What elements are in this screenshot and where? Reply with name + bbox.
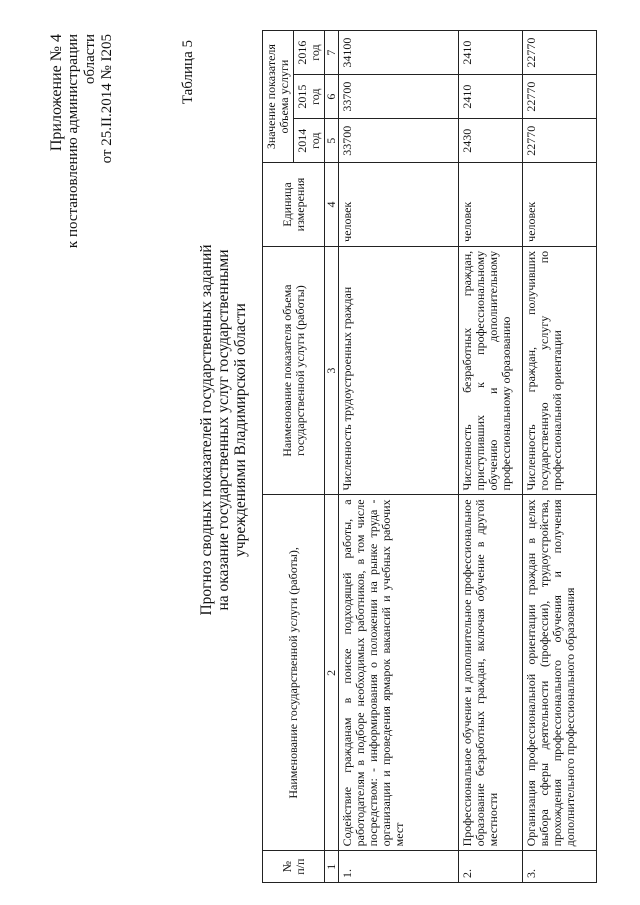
header-2015: 2015 год [294,75,325,119]
colnum-cell: 3 [325,246,339,495]
appendix-number: Приложение № 4 [48,34,65,152]
row-value-2015: 2410 [459,75,523,119]
row-value-2016: 34100 [339,31,459,75]
header-2014: 2014 год [294,119,325,163]
row-unit: человек [339,163,459,247]
header-value-group: Значение показателя объема услуги [263,31,294,163]
title-line-2: на оказание государственных услуг государственными [215,249,232,611]
row-indicator: Численность граждан, получивших государственную услугу по профессиональной ориентации [523,246,597,495]
colnum-cell: 1 [325,851,339,883]
header-indicator: Наименование показателя объема государственной услуги (работы) [263,246,325,495]
title-line-1: Прогноз сводных показателей государственных заданий [198,244,215,616]
row-no: 2. [459,851,523,883]
colnum-cell: 4 [325,163,339,247]
row-service: Содействие гражданам в поиске подходящей работы, а работодателям в подборе необходимых работников, в том числе посредством: - информирования о положении на рынке труда - организации и проведения ярмарок вакансий и учебных рабочих мест [339,495,459,851]
row-unit: человек [459,163,523,247]
row-value-2014: 22770 [523,119,597,163]
header-no: № п/п [263,851,325,883]
row-service: Профессиональное обучение и дополнительное профессиональное образование безработных граждан, включая обучение в другой местности [459,495,523,851]
row-value-2015: 22770 [523,75,597,119]
colnum-cell: 5 [325,119,339,163]
row-unit: человек [523,163,597,247]
appendix-decree: к постановлению администрации [65,34,81,249]
title-line-3: учреждениями Владимирской области [232,303,249,557]
row-value-2016: 22770 [523,31,597,75]
forecast-table [262,30,597,883]
colnum-cell: 7 [325,31,339,75]
row-service: Организация профессиональной ориентации граждан в целях выбора сферы деятельности (профессии), трудоустройства, прохождения профессионального обучения и получения дополнительного профессионального образования [523,495,597,851]
row-no: 1. [339,851,459,883]
table-row [523,31,597,883]
colnum-cell: 6 [325,75,339,119]
colnum-cell: 2 [325,495,339,851]
header-2016: 2016 год [294,31,325,75]
appendix-date: от 25.II.2014 № I205 [99,34,115,164]
row-value-2015: 33700 [339,75,459,119]
table-row [339,31,459,883]
row-value-2014: 33700 [339,119,459,163]
column-number-row [325,31,339,883]
row-indicator: Численность трудоустроенных граждан [339,246,459,495]
header-row [263,31,294,883]
row-indicator: Численность безработных граждан, приступивших к профессиональному обучению и дополнительному профессиональному образованию [459,246,523,495]
appendix-block [48,34,116,248]
table-row [459,31,523,883]
row-value-2016: 2410 [459,31,523,75]
header-unit: Единица измерения [263,163,325,247]
row-value-2014: 2430 [459,119,523,163]
header-service: Наименование государственной услуги (работы), [263,495,325,851]
document-title [198,215,249,645]
table-label: Таблица 5 [180,40,196,105]
row-no: 3. [523,851,597,883]
appendix-region: области [82,34,98,85]
